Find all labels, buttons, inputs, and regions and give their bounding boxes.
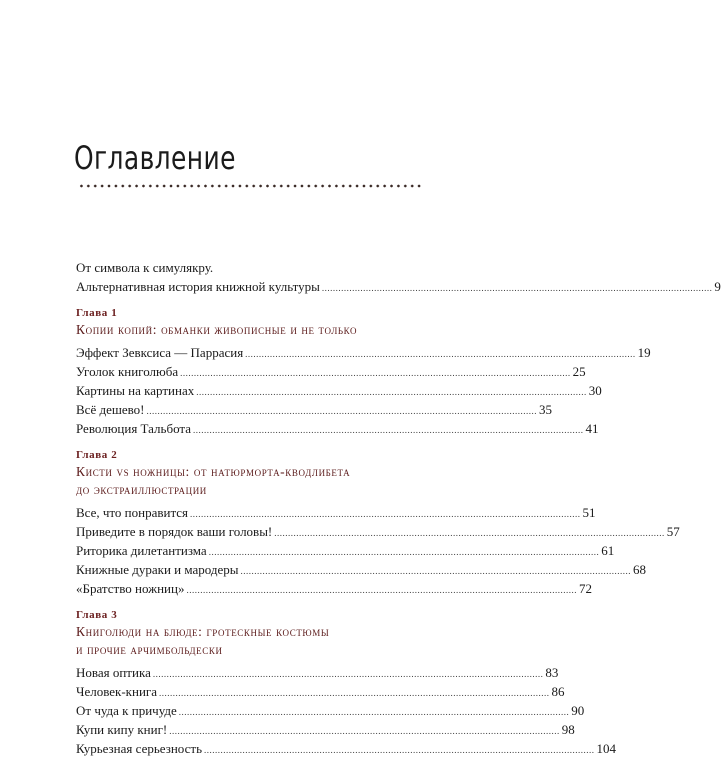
toc-entry-title: Купи кипу книг! <box>76 722 168 737</box>
toc-entry[interactable] <box>76 720 575 739</box>
toc-entry-page: 61 <box>601 543 615 558</box>
dot-leader: .............................................................................................................................................. <box>196 387 587 397</box>
dotted-divider <box>78 184 424 188</box>
toc-entry-title: Человек-книга <box>76 684 158 699</box>
toc-entry-page: 83 <box>545 665 559 680</box>
dot-leader: .............................................................................................................................................. <box>159 688 550 698</box>
dot-leader: .............................................................................................................................................. <box>178 707 570 717</box>
dot-leader: .............................................................................................................................................. <box>321 283 713 293</box>
toc-entry-title: Курьезная серьезность <box>76 741 202 756</box>
toc-entry-title: Все, что понравится <box>76 505 189 520</box>
toc-entry-title: Эффект Зевксиса — Паррасия <box>76 345 244 360</box>
chapter-title-line: Кисти vs ножницы: от натюрморта-кводлибета <box>76 464 351 479</box>
toc-entry-page: 98 <box>561 722 575 737</box>
toc-entry-title: Картины на картинах <box>76 383 195 398</box>
toc-entry[interactable] <box>76 560 647 579</box>
toc-entry[interactable] <box>76 701 585 720</box>
toc-entry[interactable] <box>76 663 559 682</box>
toc-entry-title: Революция Тальбота <box>76 421 192 436</box>
toc-entry-page: 72 <box>578 581 592 596</box>
toc-entry-title: Альтернативная история книжной культуры <box>76 279 320 294</box>
toc-entry-page: 68 <box>633 562 647 577</box>
dot-leader: .............................................................................................................................................. <box>146 406 538 416</box>
toc-entry-page: 9 <box>714 279 721 294</box>
toc-entry-page: 104 <box>596 741 616 756</box>
toc-entry-title: Риторика дилетантизма <box>76 543 207 558</box>
chapter-1 <box>76 305 651 438</box>
dot-leader: .............................................................................................................................................. <box>180 368 571 378</box>
toc-entry-page: 57 <box>666 524 680 539</box>
dot-leader: .............................................................................................................................................. <box>204 745 595 755</box>
intro-title-line-1: От символа к симулякру. <box>76 260 214 275</box>
chapter-label: Глава 2 <box>76 449 118 461</box>
toc-entry-title: От чуда к причуде <box>76 703 177 718</box>
dot-leader: .............................................................................................................................................. <box>190 509 581 519</box>
chapter-label: Глава 1 <box>76 307 118 319</box>
toc-entry[interactable] <box>76 503 596 522</box>
toc-entry-page: 41 <box>585 421 599 436</box>
page-title: Оглавление <box>74 139 236 177</box>
toc-entry-page: 25 <box>572 364 586 379</box>
chapter-title-line: Книголюди на блюде: гротескные костюмы <box>76 624 330 639</box>
toc-entry-page: 90 <box>571 703 585 718</box>
toc-entry-page: 51 <box>582 505 596 520</box>
chapter-title <box>76 623 424 659</box>
table-of-contents <box>76 258 721 758</box>
toc-entry[interactable] <box>76 343 651 362</box>
dot-leader: .............................................................................................................................................. <box>152 669 544 679</box>
toc-entry-intro[interactable] <box>76 277 721 296</box>
toc-entry-title: Уголок книголюба <box>76 364 179 379</box>
chapter-3 <box>76 607 616 758</box>
toc-entry-title: Всё дешево! <box>76 402 145 417</box>
dot-leader: .............................................................................................................................................. <box>274 528 665 538</box>
toc-entry-page: 86 <box>551 684 565 699</box>
toc-entry[interactable] <box>76 400 553 419</box>
chapter-title-line: до экстраиллюстрации <box>76 482 207 497</box>
chapter-title-line: Копии копий: обманки живописные и не только <box>76 322 358 337</box>
chapter-title-line: и прочие арчимбольдески <box>76 642 223 657</box>
dot-leader: .............................................................................................................................................. <box>193 425 584 435</box>
toc-entry[interactable] <box>76 381 602 400</box>
chapter-2 <box>76 447 680 598</box>
toc-entry[interactable] <box>76 362 586 381</box>
toc-entry-page: 35 <box>539 402 553 417</box>
toc-entry[interactable] <box>76 739 616 758</box>
dot-leader: .............................................................................................................................................. <box>208 547 600 557</box>
toc-entry-page: 19 <box>637 345 651 360</box>
dot-leader: .............................................................................................................................................. <box>186 585 577 595</box>
chapter-title <box>76 463 424 499</box>
toc-entry-title: Приведите в порядок ваши головы! <box>76 524 273 539</box>
toc-entry[interactable] <box>76 522 680 541</box>
chapter-title <box>76 321 424 339</box>
dot-leader: .............................................................................................................................................. <box>245 349 636 359</box>
dot-leader: .............................................................................................................................................. <box>240 566 632 576</box>
dot-leader: .............................................................................................................................................. <box>169 726 560 736</box>
toc-entry-title: «Братство ножниц» <box>76 581 185 596</box>
toc-entry[interactable] <box>76 419 599 438</box>
toc-entry[interactable] <box>76 541 615 560</box>
toc-entry-title: Новая оптика <box>76 665 151 680</box>
toc-entry-page: 30 <box>588 383 602 398</box>
chapter-label: Глава 3 <box>76 609 118 621</box>
toc-entry-title: Книжные дураки и мародеры <box>76 562 239 577</box>
toc-entry[interactable] <box>76 579 592 598</box>
toc-entry[interactable] <box>76 682 565 701</box>
